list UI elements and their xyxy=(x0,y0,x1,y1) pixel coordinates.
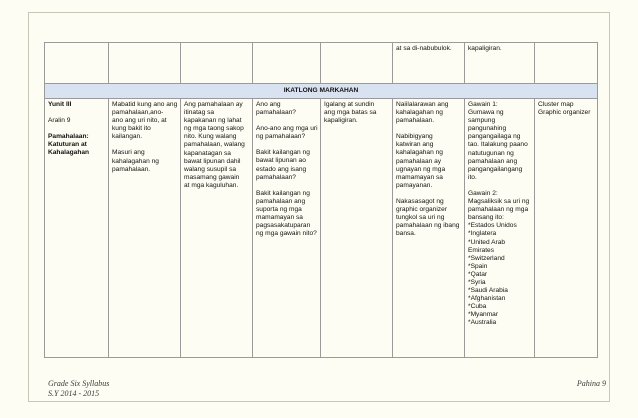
text-line: mamamayan sa xyxy=(256,214,303,222)
text-line: pamayanan. xyxy=(396,181,433,189)
text-line: Nabibigyang xyxy=(396,133,433,141)
text-line: Gawain 2: xyxy=(468,189,498,197)
text-line: Emirates xyxy=(468,246,495,254)
table-cell: kapaligiran. xyxy=(465,43,535,84)
page-number: Pahina 9 xyxy=(576,379,606,388)
objectives-cell xyxy=(109,99,181,358)
text-line: Cluster map xyxy=(538,101,574,108)
text-line: pamahalaan ang xyxy=(256,197,306,205)
text-line: mamamayan sa xyxy=(396,173,443,181)
text-line: bansang ito: xyxy=(468,214,504,222)
text-line: Naiilalarawan ang xyxy=(396,101,449,108)
text-line: Magsaliksik sa uri ng xyxy=(468,198,530,206)
performance-cell xyxy=(393,99,465,358)
text-line: Mabatid kung ano ang xyxy=(112,101,178,108)
table-cell: at sa di-nabubulok. xyxy=(393,43,465,84)
text-line: pamahalaan ang xyxy=(468,157,518,165)
text-line: pamahalaan. xyxy=(396,117,435,125)
footer-left xyxy=(48,379,109,399)
quarter-heading: IKATLONG MARKAHAN xyxy=(45,84,598,99)
text-line: *Syria xyxy=(468,278,486,286)
text-line: ng mga taong sakop xyxy=(184,125,244,133)
text-line: nito. Kung walang xyxy=(184,133,237,141)
text-line: kahalagahan ng xyxy=(396,109,443,117)
text-line: at mga kaguluhan. xyxy=(184,181,239,189)
text-line: natutugunan ng xyxy=(468,149,514,157)
text-line: ang mga batas sa xyxy=(324,109,377,117)
text-line: *Australia xyxy=(468,319,497,327)
text-line: ugnayan ng mga xyxy=(396,165,446,173)
text-line: itinatag sa xyxy=(184,109,215,117)
text-line: *Afghanistan xyxy=(468,295,506,303)
text-line: pamahalaan? xyxy=(256,173,296,181)
text-line: ito. xyxy=(468,173,477,181)
text-line: tao. Italakung paano xyxy=(468,141,528,149)
text-line: kahalagahan ng xyxy=(396,149,443,157)
text-line: suporta ng mga xyxy=(256,205,302,213)
text-line: Ano ang xyxy=(256,101,281,108)
text-line: Nakasasagot ng xyxy=(396,197,444,205)
footer-title: Grade Six Syllabus xyxy=(48,379,110,388)
footer-year: S.Y 2014 - 2015 xyxy=(48,389,100,398)
lesson-label: Aralin 9 xyxy=(48,117,71,125)
questions-cell xyxy=(253,99,321,358)
values-cell xyxy=(321,99,393,358)
text-line: masamang gawain xyxy=(184,173,240,181)
text-line: pangangailaga ng xyxy=(468,133,521,141)
topic-label: Kahalagahan xyxy=(48,149,90,157)
table-row xyxy=(45,99,598,358)
text-line: *Inglatera xyxy=(468,230,497,238)
text-line: kapanatagan sa xyxy=(184,149,231,157)
text-line: pangangailangang xyxy=(468,165,523,173)
text-line: graphic organizer xyxy=(396,206,447,214)
text-line: *Spain xyxy=(468,262,488,270)
text-line: walang susupil sa xyxy=(184,165,237,173)
text-line: tungkol sa uri ng xyxy=(396,214,445,222)
text-line: Gumawa ng xyxy=(468,109,504,117)
text-line: kung bakit ito xyxy=(112,125,151,133)
table-cell xyxy=(181,43,253,84)
text-line: sampung xyxy=(468,117,496,125)
text-line: kapaligiran. xyxy=(324,117,358,125)
understanding-cell xyxy=(181,99,253,358)
text-line: Masuri ang xyxy=(112,149,145,157)
text-line: Bakit kailangan ng xyxy=(256,149,310,157)
topic-label: Katuturan at xyxy=(48,141,87,149)
text-line: Ang pamahalaan ay xyxy=(184,101,243,108)
quarter-heading-row xyxy=(45,84,598,99)
text-line: pamahalaan. xyxy=(112,165,151,173)
text-line: Igalang at sundin xyxy=(324,101,375,108)
text-line: *Estados Unidos xyxy=(468,222,517,230)
activities-cell xyxy=(465,99,535,358)
materials-cell xyxy=(535,99,598,358)
table-cell xyxy=(109,43,181,84)
text-line: bawat lipunan ao xyxy=(256,157,306,165)
table-cell xyxy=(253,43,321,84)
text-line: ng mga gawain nito? xyxy=(256,230,317,238)
table-cell xyxy=(45,43,109,84)
text-line: kailangan. xyxy=(112,133,143,141)
text-line: *Saudi Arabia xyxy=(468,287,508,295)
text-line: ng pamahalaan? xyxy=(256,133,306,141)
text-line: pamahalaan? xyxy=(256,109,296,117)
text-line: katwiran ang xyxy=(396,141,434,149)
text-line: *Myanmar xyxy=(468,311,499,319)
text-line: pagsasakatuparan xyxy=(256,222,311,230)
text-line: *Qatar xyxy=(468,270,488,278)
table-row xyxy=(45,43,598,84)
table-cell xyxy=(321,43,393,84)
text-line: ano ang uri nito, at xyxy=(112,117,167,125)
text-line: Gawain 1: xyxy=(468,101,498,108)
syllabus-table xyxy=(44,42,598,358)
text-line: Ano-ano ang mga uri xyxy=(256,125,318,133)
table-cell xyxy=(535,43,598,84)
text-line: Bakit kailangan ng xyxy=(256,189,310,197)
text-line: bansa. xyxy=(396,230,416,238)
text-line: estado ang isang xyxy=(256,165,307,173)
unit-cell xyxy=(45,99,109,358)
text-line: *Cuba xyxy=(468,303,487,311)
unit-label: Yunit III xyxy=(48,101,72,108)
topic-label: Pamahalaan: xyxy=(48,133,89,141)
text-line: *United Arab xyxy=(468,238,506,246)
text-line: bawat lipunan dahil xyxy=(184,157,241,165)
text-line: pangunahing xyxy=(468,125,507,133)
text-line: *Switzerland xyxy=(468,254,505,262)
text-line: kahalagahan ng xyxy=(112,157,159,165)
text-line: pamahalaan ay xyxy=(396,157,442,165)
text-line: Graphic organizer xyxy=(538,109,591,117)
text-line: pamahalaan ng mga xyxy=(468,206,529,214)
text-line: kapakanan ng lahat xyxy=(184,117,242,125)
text-line: pamahalaan, walang xyxy=(184,141,245,149)
text-line: pamahalaan ng ibang xyxy=(396,222,460,230)
text-line: pamahalaan,ano- xyxy=(112,109,164,117)
